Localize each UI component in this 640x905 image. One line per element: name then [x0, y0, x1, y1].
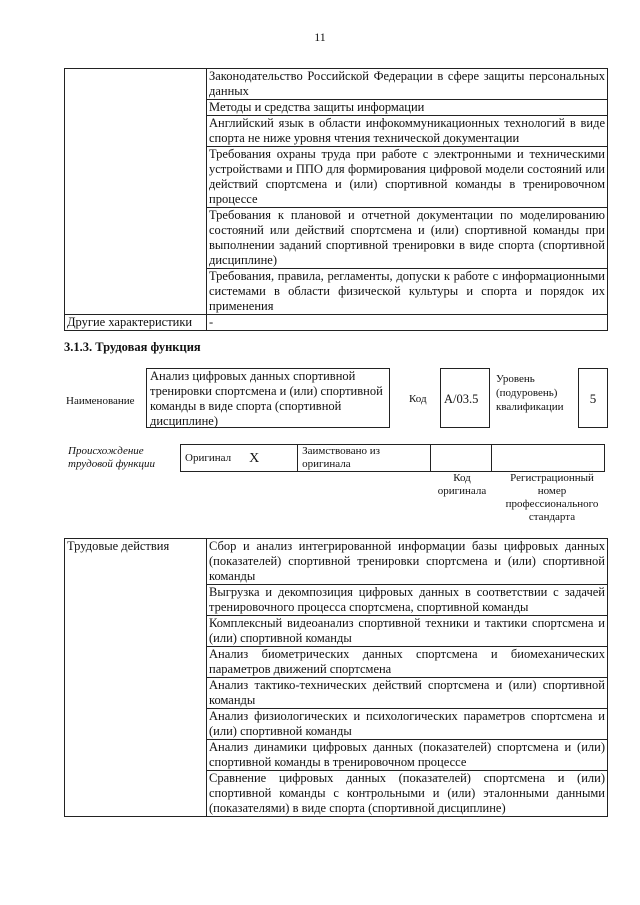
table-cell: Сбор и анализ интегрированной информации базы цифровых данных (показателей) спортивной тренировки спортсмена и (или) спортивной команды: [207, 539, 608, 585]
table-cell: Требования охраны труда при работе с электронными и техническими устройствами и ППО для формирования цифровой модели состояний или действий спортсмена и (или) спортивной команды в тренировочном процессе: [207, 147, 608, 208]
table-cell: Выгрузка и декомпозиция цифровых данных в соответствии с задачей тренировочного процесса спортсмена, спортивной команды: [207, 585, 608, 616]
table-row: [65, 539, 608, 585]
name-label: Наименование: [66, 395, 135, 407]
original-mark: X: [235, 445, 298, 472]
level-label: Уровень (подуровень) квалификации: [496, 373, 564, 413]
table-row: [65, 315, 608, 331]
table-cell: Законодательство Российской Федерации в сфере защиты персональных данных: [207, 69, 608, 100]
section-title: 3.1.3. Трудовая функция: [64, 340, 201, 354]
table-cell: Методы и средства защиты информации: [207, 100, 608, 116]
code-value: А/03.5: [440, 368, 490, 428]
empty-label-cell: [65, 69, 207, 315]
code-original-cell: [431, 445, 492, 472]
origin-table: [180, 444, 605, 472]
function-name-value: Анализ цифровых данных спортивной тренировки спортсмена и (или) спортивной команды в виде спорта (спортивной дисциплине): [146, 368, 390, 428]
level-value: 5: [578, 368, 608, 428]
code-label: Код: [409, 393, 427, 405]
table-cell: Английский язык в области инфокоммуникационных технологий в виде спорта не ниже уровня чтения технической документации: [207, 116, 608, 147]
original-label: Оригинал: [181, 445, 236, 472]
table-cell: Сравнение цифровых данных (показателей) спортсмена и (или) спортивной команды с контрольными и (или) эталонными данными (показателями) в виде спорта (спортивной дисциплине): [207, 771, 608, 817]
table-cell: Анализ биометрических данных спортсмена и биомеханических параметров движений спортсмена: [207, 647, 608, 678]
code-original-label: Код оригинала: [437, 472, 487, 497]
labor-actions-table: [64, 538, 608, 817]
labor-actions-label: Трудовые действия: [65, 539, 207, 817]
reg-number-cell: [492, 445, 605, 472]
reg-number-label: Регистрационный номер профессионального стандарта: [505, 472, 599, 523]
origin-label: Происхождение трудовой функции: [68, 445, 156, 470]
table-cell: Комплексный видеоанализ спортивной техники и тактики спортсмена и (или) спортивной команды: [207, 616, 608, 647]
table-cell: Требования, правила, регламенты, допуски к работе с информационными системами в области физической культуры и спорта и порядок их применения: [207, 269, 608, 315]
borrowed-label: Заимствовано из оригинала: [298, 445, 431, 472]
table-row: [181, 445, 605, 472]
table-cell: Анализ динамики цифровых данных (показателей) спортсмена и (или) спортивной команды в тренировочном процессе: [207, 740, 608, 771]
other-characteristics-label: Другие характеристики: [65, 315, 207, 331]
table-cell: Анализ тактико-технических действий спортсмена и (или) спортивной команды: [207, 678, 608, 709]
requirements-table: [64, 68, 608, 331]
table-cell: Требования к плановой и отчетной документации по моделированию состояний или действий спортсмена и (или) спортивной команды при выполнении заданий спортивной тренировки в виде спорта (спортивной дисциплине): [207, 208, 608, 269]
table-row: [65, 69, 608, 100]
table-cell: Анализ физиологических и психологических параметров спортсмена и (или) спортивной команды: [207, 709, 608, 740]
page-number: 11: [314, 30, 326, 44]
other-characteristics-value: -: [207, 315, 608, 331]
